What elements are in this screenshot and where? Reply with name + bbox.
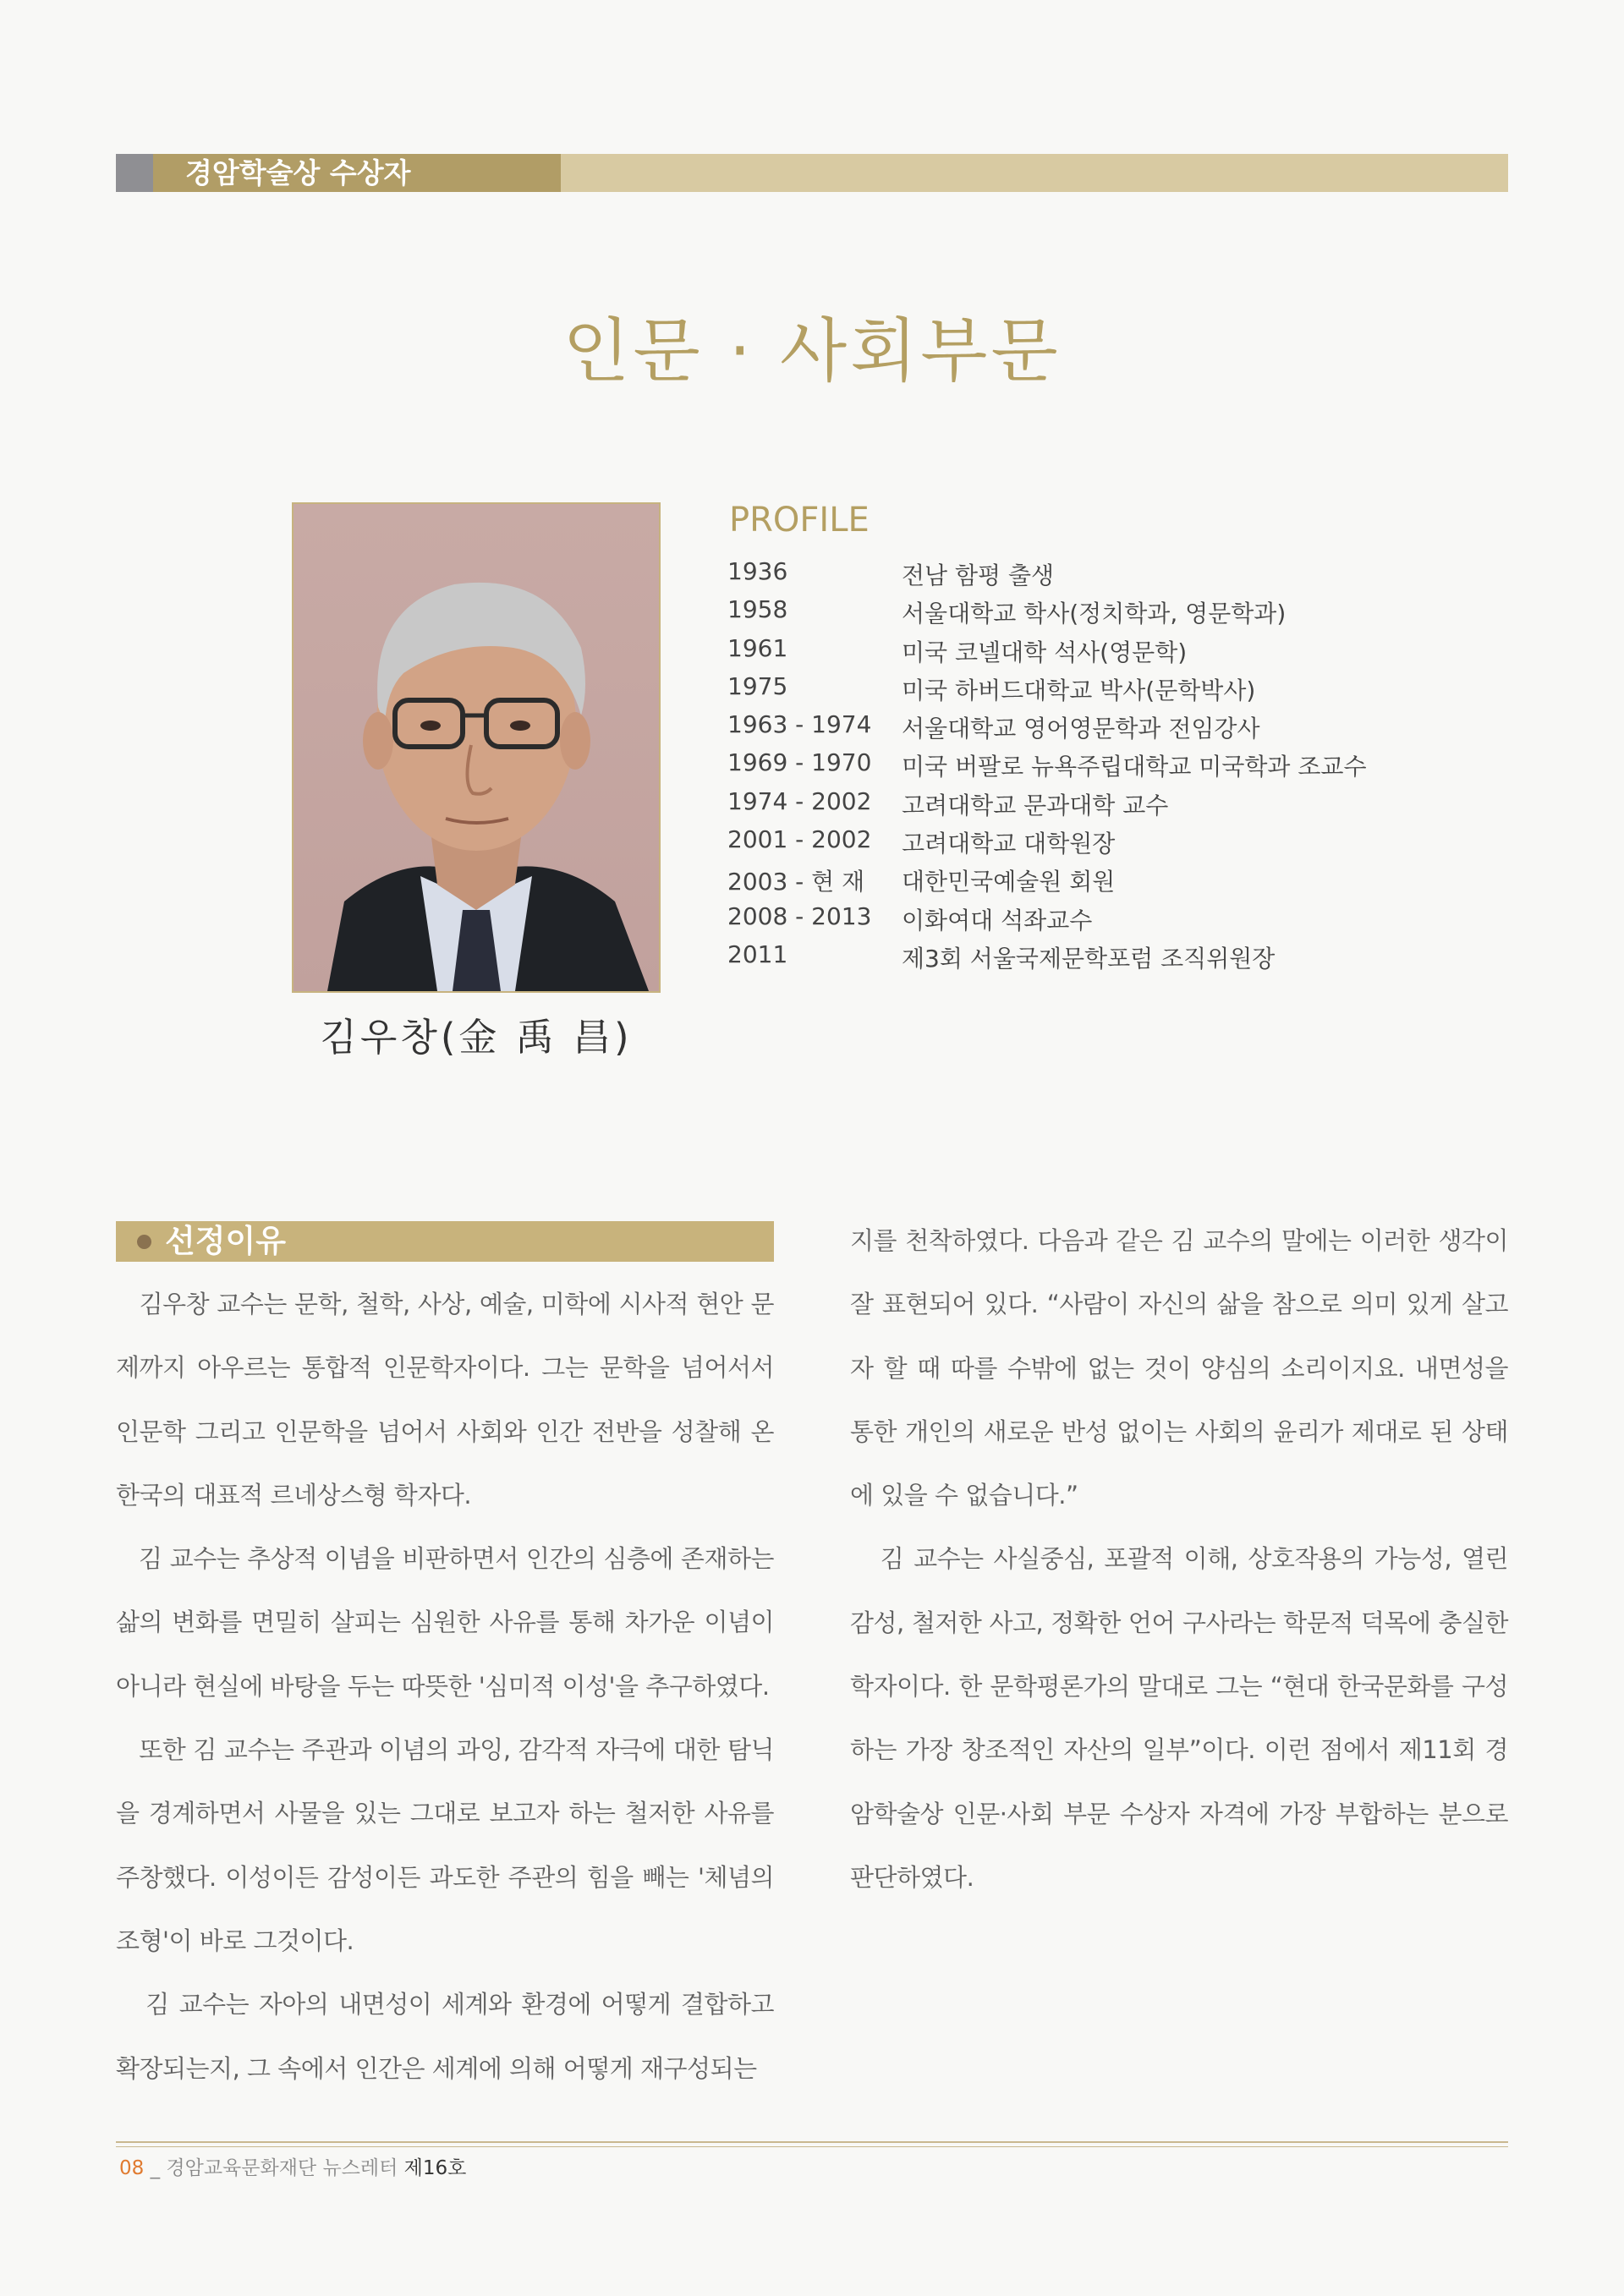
profile-row xyxy=(727,825,1367,863)
profile-desc: 고려대학교 문과대학 교수 xyxy=(902,791,1169,819)
awardee-name: 김우창(金 禹 昌) xyxy=(320,1015,633,1060)
profile-year: 2001 - 2002 xyxy=(727,825,872,854)
profile-year: 1963 - 1974 xyxy=(727,710,872,739)
profile-row xyxy=(727,710,1367,748)
profile-year: 2008 - 2013 xyxy=(727,901,872,930)
footer xyxy=(119,2152,466,2180)
footer-divider xyxy=(116,2141,1508,2143)
reason-heading-bar xyxy=(116,1221,774,1262)
profile-desc: 고려대학교 대학원장 xyxy=(902,830,1116,858)
profile-desc: 서울대학교 영어영문학과 전임강사 xyxy=(902,715,1260,743)
profile-desc: 전남 함평 출생 xyxy=(902,562,1055,589)
paragraph: 김 교수는 추상적 이념을 비판하면서 인간의 심층에 존재하는 삶의 변화를 면밀히 살피는 심원한 사유를 통해 차가운 이념이 아니라 현실에 바탕을 두는 따뜻한 '심미적 이성'을 추구하였다. xyxy=(116,1544,774,1701)
publication-name: 경암교육문화재단 뉴스레터 xyxy=(166,2157,404,2179)
profile-desc: 미국 버팔로 뉴욕주립대학교 미국학과 조교수 xyxy=(902,753,1367,781)
profile-year: 1936 xyxy=(727,557,788,585)
profile-desc: 대한민국예술원 회원 xyxy=(902,868,1116,896)
profile-year: 2011 xyxy=(727,940,788,968)
profile-year: 1969 - 1970 xyxy=(727,748,872,777)
profile-list xyxy=(727,557,1367,978)
bullet-icon xyxy=(137,1235,151,1249)
footer-divider xyxy=(116,2146,1508,2147)
profile-row xyxy=(727,557,1367,595)
paragraph: 지를 천착하였다. 다음과 같은 김 교수의 말에는 이러한 생각이 잘 표현되어 있다. “사람이 자신의 삶을 참으로 의미 있게 살고자 할 때 따를 수밖에 없는 것이 양심의 소리이지요. 내면성을 통한 개인의 새로운 반성 없이는 사회의 윤리가 제대로 된 상태에 있을 수 없습니다.” xyxy=(850,1226,1508,1510)
profile-desc: 이화여대 석좌교수 xyxy=(902,906,1093,934)
portrait-photo xyxy=(292,502,661,993)
profile-year: 1975 xyxy=(727,671,788,700)
issue-number: 제16호 xyxy=(403,2157,467,2179)
paragraph: 또한 김 교수는 주관과 이념의 과잉, 감각적 자극에 대한 탐닉을 경계하면서 사물을 있는 그대로 보고자 하는 철저한 사유를 주창했다. 이성이든 감성이든 과도한 주관의 힘을 빼는 '체념의 조형'이 바로 그것이다. xyxy=(116,1735,774,1955)
profile-row xyxy=(727,672,1367,710)
profile-heading: PROFILE xyxy=(729,501,870,540)
paragraph: 김 교수는 사실중심, 포괄적 이해, 상호작용의 가능성, 열린 감성, 철저한 사고, 정확한 언어 구사라는 학문적 덕목에 충실한 학자이다. 한 문학평론가의 말대로 그는 “현대 한국문화를 구성하는 가장 창조적인 자산의 일부”이다. 이런 점에서 제11회 경암학술상 인문·사회 부문 수상자 자격에 가장 부합하는 분으로 판단하였다. xyxy=(850,1544,1508,1892)
page-number: 08 xyxy=(119,2157,145,2179)
reason-text-right xyxy=(850,1209,1508,1910)
footer-sep: _ xyxy=(144,2157,167,2179)
profile-desc: 미국 하버드대학교 박사(문학박사) xyxy=(902,676,1256,704)
section-header-bar xyxy=(116,154,1508,192)
profile-desc: 서울대학교 학사(정치학과, 영문학과) xyxy=(902,600,1287,628)
profile-year: 1974 - 2002 xyxy=(727,786,872,815)
paragraph: 김 교수는 자아의 내면성이 세계와 환경에 어떻게 결합하고 확장되는지, 그 속에서 인간은 세계에 의해 어떻게 재구성되는 xyxy=(116,1990,774,2083)
profile-row xyxy=(727,940,1367,978)
profile-row xyxy=(727,595,1367,633)
section-header-label: 경암학술상 수상자 xyxy=(153,154,561,192)
profile-row xyxy=(727,787,1367,825)
page-title: 인문 · 사회부문 xyxy=(562,311,1062,392)
profile-row xyxy=(727,634,1367,672)
profile-year: 2003 - 현 재 xyxy=(727,868,865,896)
profile-row xyxy=(727,863,1367,901)
reason-heading: 선정이유 xyxy=(165,1223,286,1259)
profile-row xyxy=(727,902,1367,940)
reason-text-left xyxy=(116,1273,774,2101)
profile-year: 1958 xyxy=(727,595,788,624)
paragraph: 김우창 교수는 문학, 철학, 사상, 예술, 미학에 시사적 현안 문제까지 아우르는 통합적 인문학자이다. 그는 문학을 넘어서서 인문학 그리고 인문학을 넘어서 사회와 인간 전반을 성찰해 온 한국의 대표적 르네상스형 학자다. xyxy=(116,1290,774,1510)
profile-row xyxy=(727,748,1367,786)
profile-desc: 미국 코넬대학 석사(영문학) xyxy=(902,638,1188,666)
section-header-accent xyxy=(116,154,153,192)
profile-desc: 제3회 서울국제문학포럼 조직위원장 xyxy=(902,944,1276,973)
profile-year: 1961 xyxy=(727,633,788,662)
